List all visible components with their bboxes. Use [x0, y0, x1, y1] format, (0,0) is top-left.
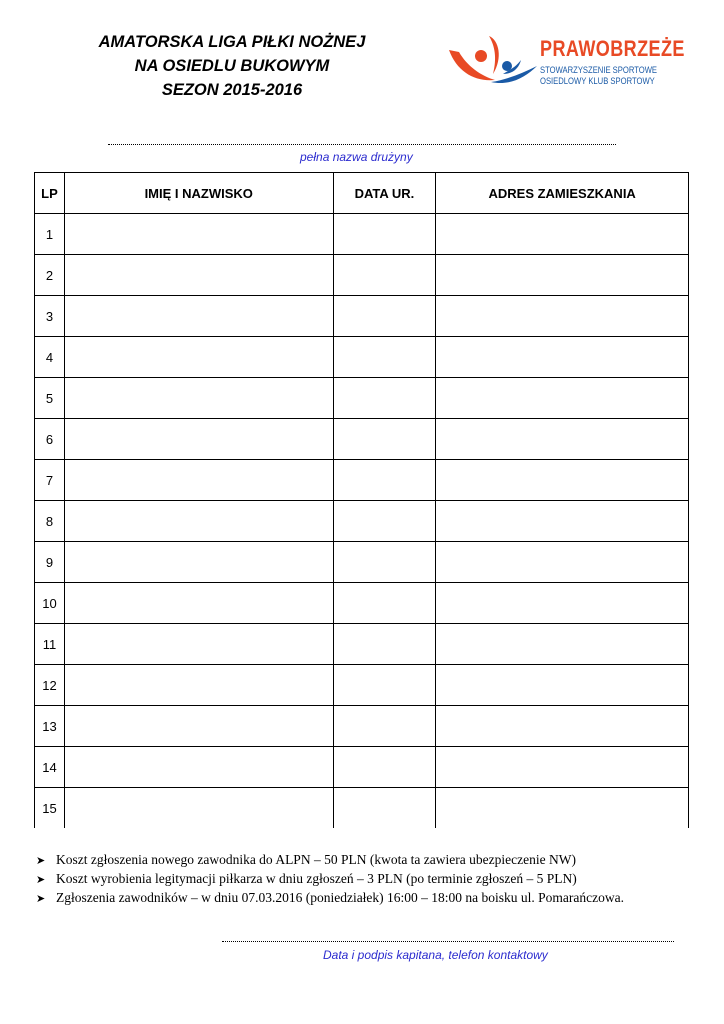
document-title — [62, 30, 402, 102]
list-item — [36, 870, 624, 889]
club-logo-icon — [445, 30, 540, 90]
arrow-bullet-icon: ➤ — [36, 855, 46, 867]
header-name: IMIĘ I NAZWISKO — [64, 173, 333, 214]
notes-list — [36, 851, 624, 908]
row-number: 1 — [35, 214, 65, 255]
row-number: 14 — [35, 747, 65, 788]
birthdate-cell[interactable] — [333, 337, 436, 378]
club-logo — [445, 30, 685, 90]
name-cell[interactable] — [64, 337, 333, 378]
row-number: 11 — [35, 624, 65, 665]
birthdate-cell[interactable] — [333, 378, 436, 419]
birthdate-cell[interactable] — [333, 747, 436, 788]
birthdate-cell[interactable] — [333, 460, 436, 501]
name-cell[interactable] — [64, 747, 333, 788]
table-row — [35, 747, 689, 788]
note-text: Zgłoszenia zawodników – w dniu 07.03.2016 (poniedziałek) 16:00 – 18:00 na boisku ul. Pomarańczowa. — [56, 890, 625, 905]
header-lp: LP — [35, 173, 65, 214]
address-cell[interactable] — [436, 542, 689, 583]
name-cell[interactable] — [64, 460, 333, 501]
signature-line[interactable] — [222, 941, 674, 942]
table-row — [35, 501, 689, 542]
birthdate-cell[interactable] — [333, 788, 436, 829]
table-row — [35, 460, 689, 501]
table-row — [35, 296, 689, 337]
address-cell[interactable] — [436, 255, 689, 296]
address-cell[interactable] — [436, 296, 689, 337]
table-row — [35, 214, 689, 255]
table-row — [35, 583, 689, 624]
header-address: ADRES ZAMIESZKANIA — [436, 173, 689, 214]
row-number: 12 — [35, 665, 65, 706]
address-cell[interactable] — [436, 214, 689, 255]
note-text: Koszt wyrobienia legitymacji piłkarza w dniu zgłoszeń – 3 PLN (po terminie zgłoszeń – 5 PLN) — [56, 871, 577, 886]
birthdate-cell[interactable] — [333, 542, 436, 583]
name-cell[interactable] — [64, 542, 333, 583]
table-row — [35, 542, 689, 583]
name-cell[interactable] — [64, 665, 333, 706]
birthdate-cell[interactable] — [333, 624, 436, 665]
players-table — [34, 172, 689, 828]
birthdate-cell[interactable] — [333, 706, 436, 747]
club-subtitle-2: OSIEDLOWY KLUB SPORTOWY — [540, 76, 655, 86]
title-line-1: AMATORSKA LIGA PIŁKI NOŻNEJ — [98, 33, 366, 51]
name-cell[interactable] — [64, 419, 333, 460]
row-number: 9 — [35, 542, 65, 583]
row-number: 4 — [35, 337, 65, 378]
address-cell[interactable] — [436, 460, 689, 501]
list-item — [36, 851, 624, 870]
title-line-3: SEZON 2015-2016 — [161, 81, 303, 99]
name-cell[interactable] — [64, 214, 333, 255]
row-number: 3 — [35, 296, 65, 337]
table-row — [35, 337, 689, 378]
address-cell[interactable] — [436, 747, 689, 788]
row-number: 6 — [35, 419, 65, 460]
name-cell[interactable] — [64, 296, 333, 337]
address-cell[interactable] — [436, 706, 689, 747]
address-cell[interactable] — [436, 788, 689, 829]
club-subtitle-1: STOWARZYSZENIE SPORTOWE — [540, 65, 658, 75]
row-number: 7 — [35, 460, 65, 501]
address-cell[interactable] — [436, 624, 689, 665]
table-row — [35, 665, 689, 706]
address-cell[interactable] — [436, 665, 689, 706]
header-birthdate: DATA UR. — [333, 173, 436, 214]
address-cell[interactable] — [436, 419, 689, 460]
name-cell[interactable] — [64, 788, 333, 829]
name-cell[interactable] — [64, 255, 333, 296]
row-number: 15 — [35, 788, 65, 829]
row-number: 8 — [35, 501, 65, 542]
address-cell[interactable] — [436, 378, 689, 419]
birthdate-cell[interactable] — [333, 419, 436, 460]
name-cell[interactable] — [64, 583, 333, 624]
row-number: 5 — [35, 378, 65, 419]
table-row — [35, 706, 689, 747]
row-number: 2 — [35, 255, 65, 296]
table-row — [35, 624, 689, 665]
address-cell[interactable] — [436, 583, 689, 624]
birthdate-cell[interactable] — [333, 583, 436, 624]
team-name-line[interactable] — [108, 144, 616, 145]
note-text: Koszt zgłoszenia nowego zawodnika do ALPN – 50 PLN (kwota ta zawiera ubezpieczenie NW) — [56, 852, 576, 867]
name-cell[interactable] — [64, 501, 333, 542]
birthdate-cell[interactable] — [333, 665, 436, 706]
row-number: 13 — [35, 706, 65, 747]
arrow-bullet-icon: ➤ — [36, 874, 46, 886]
table-row — [35, 378, 689, 419]
birthdate-cell[interactable] — [333, 501, 436, 542]
arrow-bullet-icon: ➤ — [36, 893, 46, 905]
team-name-caption: pełna nazwa drużyny — [300, 150, 413, 164]
title-line-2: NA OSIEDLU BUKOWYM — [134, 57, 330, 75]
table-header-row — [35, 173, 689, 214]
name-cell[interactable] — [64, 624, 333, 665]
name-cell[interactable] — [64, 706, 333, 747]
birthdate-cell[interactable] — [333, 296, 436, 337]
row-number: 10 — [35, 583, 65, 624]
birthdate-cell[interactable] — [333, 255, 436, 296]
birthdate-cell[interactable] — [333, 214, 436, 255]
table-row — [35, 788, 689, 829]
table-row — [35, 255, 689, 296]
name-cell[interactable] — [64, 378, 333, 419]
club-name: PRAWOBRZEŻE — [540, 36, 685, 61]
table-row — [35, 419, 689, 460]
address-cell[interactable] — [436, 501, 689, 542]
signature-caption: Data i podpis kapitana, telefon kontaktowy — [323, 948, 548, 962]
address-cell[interactable] — [436, 337, 689, 378]
list-item — [36, 889, 624, 908]
